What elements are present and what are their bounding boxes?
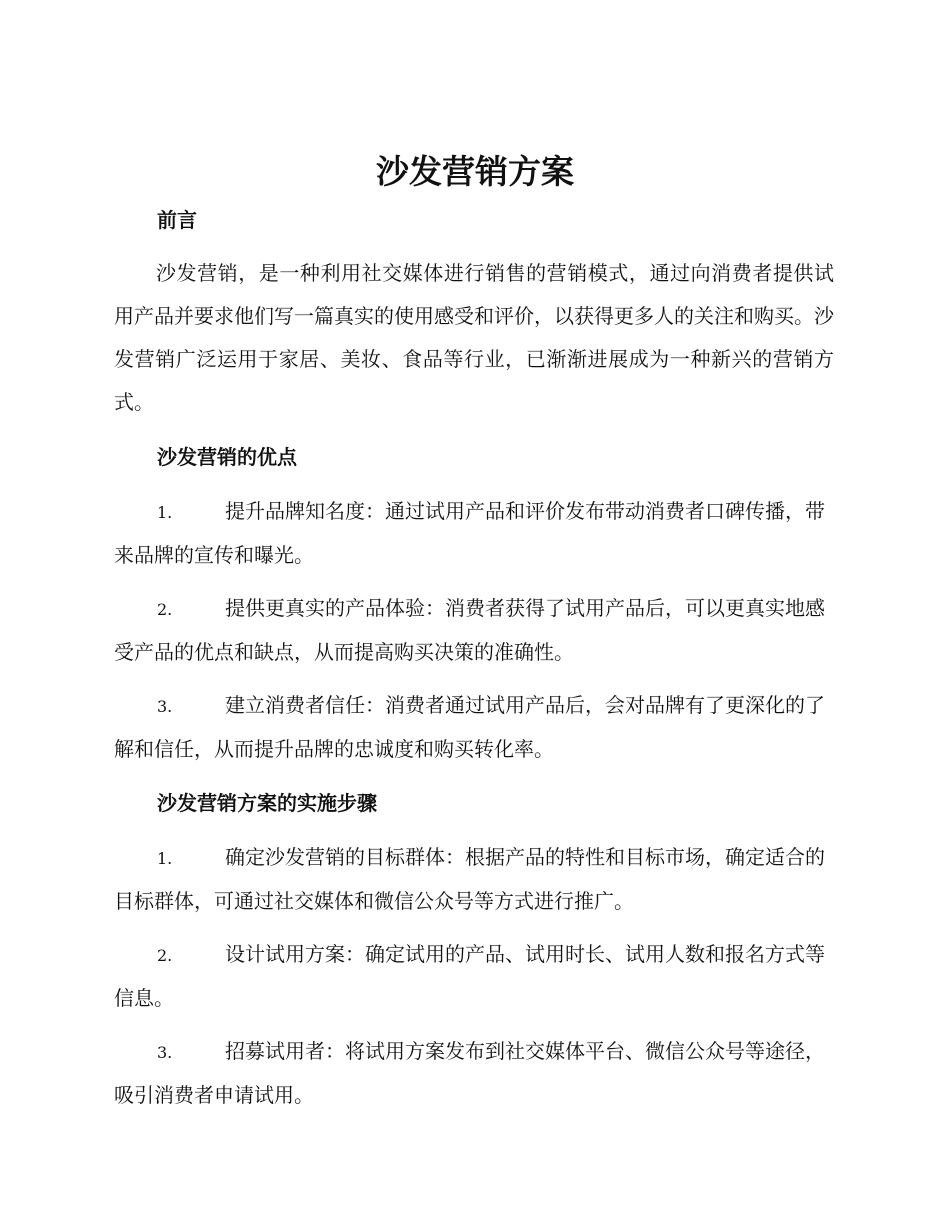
list-item-number: 2. — [157, 600, 173, 619]
list-item — [114, 836, 834, 923]
list-item-text: 提供更真实的产品体验：消费者获得了试用产品后，可以更真实地感受产品的优点和缺点，从而提高购买决策的准确性。 — [114, 596, 825, 664]
section-heading-steps: 沙发营销方案的实施步骤 — [157, 791, 377, 815]
list-item-number: 2. — [157, 946, 173, 965]
document-title: 沙发营销方案 — [376, 152, 574, 191]
list-item-text: 设计试用方案：确定试用的产品、试用时长、试用人数和报名方式等信息。 — [114, 942, 825, 1010]
list-item-text: 建立消费者信任：消费者通过试用产品后，会对品牌有了更深化的了解和信任，从而提升品牌的忠诚度和购买转化率。 — [114, 693, 825, 761]
list-item-number: 3. — [157, 697, 173, 716]
list-item-number: 1. — [157, 849, 173, 868]
list-item — [114, 1030, 834, 1117]
list-item — [114, 933, 834, 1020]
list-item — [114, 490, 834, 577]
list-item-number: 1. — [157, 503, 173, 522]
section-heading-preface: 前言 — [157, 208, 197, 232]
list-item-text: 招募试用者：将试用方案发布到社交媒体平台、微信公众号等途径，吸引消费者申请试用。 — [114, 1039, 825, 1107]
list-item — [114, 684, 834, 771]
list-item — [114, 587, 834, 674]
list-item-text: 确定沙发营销的目标群体：根据产品的特性和目标市场，确定适合的目标群体，可通过社交媒体和微信公众号等方式进行推广。 — [114, 845, 825, 913]
list-item-number: 3. — [157, 1043, 173, 1062]
preface-paragraph: 沙发营销，是一种利用社交媒体进行销售的营销模式，通过向消费者提供试用产品并要求他们写一篇真实的使用感受和评价，以获得更多人的关注和购买。沙发营销广泛运用于家居、美妆、食品等行业，已渐渐进展成为一种新兴的营销方式。 — [114, 261, 834, 414]
list-item-text: 提升品牌知名度：通过试用产品和评价发布带动消费者口碑传播，带来品牌的宣传和曝光。 — [114, 499, 825, 567]
section-heading-advantages: 沙发营销的优点 — [157, 445, 297, 469]
